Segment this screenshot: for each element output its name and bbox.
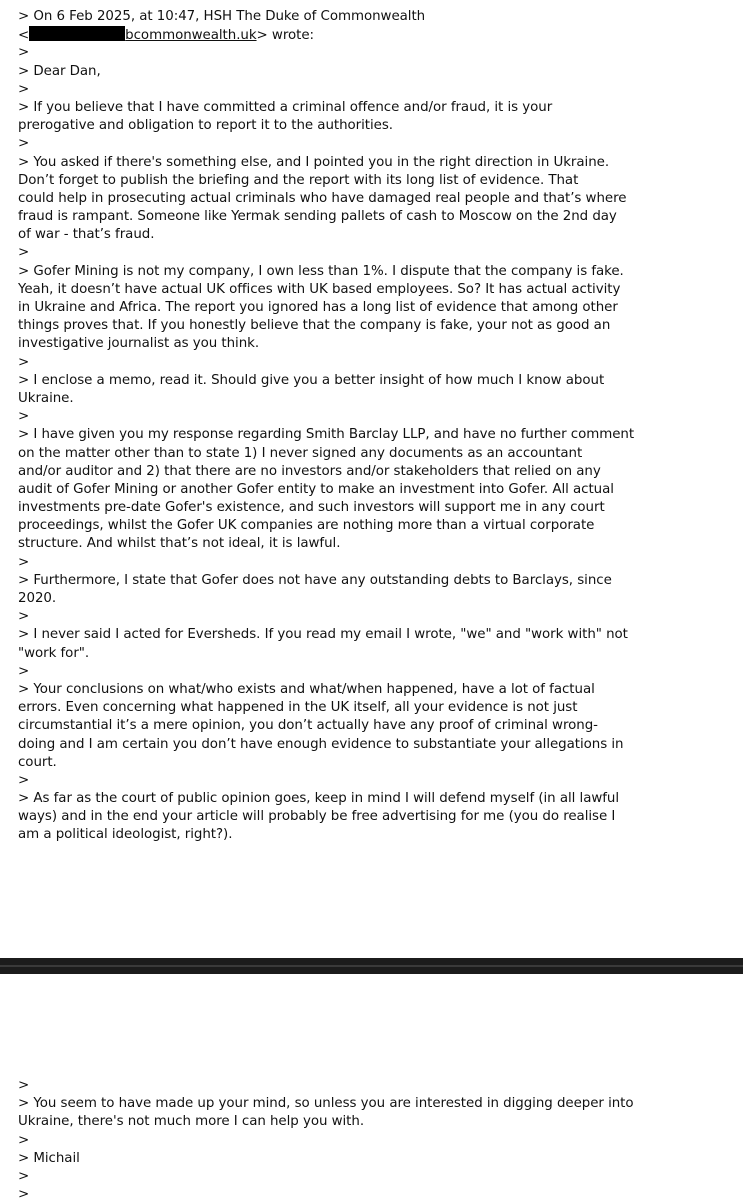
angle-bracket-open: < <box>18 28 30 44</box>
email-line: > <box>18 136 30 152</box>
email-line: > <box>18 1187 30 1203</box>
email-line: Ukraine. <box>18 390 74 406</box>
email-line: audit of Gofer Mining or another Gofer entity to make an investment into Gofer. All actual <box>18 481 614 497</box>
email-line: > <box>18 1078 30 1093</box>
email-line: 2020. <box>18 591 57 606</box>
email-line: > <box>18 45 30 61</box>
email-line: > Your conclusions on what/who exists and what/when happened, have a lot of factual <box>18 681 595 697</box>
email-line: in Ukraine and Africa. The report you ignored has a long list of evidence that among other <box>18 300 618 315</box>
email-line: things proves that. If you honestly believe that the company is fake, your not as good an <box>18 318 611 334</box>
email-line: Ukraine, there's not much more I can help you with. <box>18 1114 365 1130</box>
email-line: > <box>18 409 30 425</box>
email-quote-part-1 <box>18 8 738 845</box>
email-line: proceedings, whilst the Gofer UK companies are nothing more than a virtual corporate <box>18 518 595 534</box>
email-line: could help in prosecuting actual criminals who have damaged real people and that’s where <box>18 190 627 206</box>
email-line: > As far as the court of public opinion goes, keep in mind I will defend myself (in all lawful <box>18 791 620 807</box>
email-line: investigative journalist as you think. <box>18 336 260 352</box>
email-line: > <box>18 245 30 261</box>
email-header-line: > On 6 Feb 2025, at 10:47, HSH The Duke of Commonwealth <box>18 9 426 24</box>
email-line: circumstantial it’s a mere opinion, you don’t actually have any proof of criminal wrong- <box>18 718 598 734</box>
redacted-block <box>29 26 125 41</box>
email-line: > <box>18 554 30 570</box>
email-line: > Michail <box>18 1150 80 1166</box>
email-line: > <box>18 1168 30 1184</box>
email-line: errors. Even concerning what happened in the UK itself, all your evidence is not just <box>18 700 578 716</box>
email-line: > <box>18 772 30 788</box>
email-line: > <box>18 609 30 625</box>
email-closing-lines <box>18 1077 738 1204</box>
screenshot-divider <box>0 958 743 974</box>
email-line: > <box>18 663 30 679</box>
email-line: > I never said I acted for Eversheds. If you read my email I wrote, "we" and "work with" not <box>18 627 628 643</box>
email-line: investments pre-date Gofer's existence, and such investors will support me in any court <box>18 500 605 516</box>
email-line: > Furthermore, I state that Gofer does not have any outstanding debts to Barclays, since <box>18 572 612 588</box>
email-header-sender-line <box>18 26 738 44</box>
email-line: ways) and in the end your article will probably be free advertising for me (you do realise I <box>18 809 616 825</box>
email-line: > <box>18 354 30 370</box>
wrote-suffix: > wrote: <box>256 28 314 44</box>
email-line: structure. And whilst that’s not ideal, it is lawful. <box>18 536 341 552</box>
email-line: and/or auditor and 2) that there are no investors and/or stakeholders that relied on any <box>18 463 601 479</box>
email-line: fraud is rampant. Someone like Yermak sending pallets of cash to Moscow on the 2nd day <box>18 209 617 225</box>
email-line: > I have given you my response regarding Smith Barclay LLP, and have no further comment <box>18 427 635 443</box>
email-line: > I enclose a memo, read it. Should give you a better insight of how much I know about <box>18 372 605 388</box>
email-body-lines <box>18 44 738 844</box>
email-line: court. <box>18 754 57 770</box>
email-line: > Dear Dan, <box>18 63 101 79</box>
email-line: of war - that’s fraud. <box>18 227 155 243</box>
email-line: > You asked if there's something else, and I pointed you in the right direction in Ukraine. <box>18 154 610 170</box>
email-line: > You seem to have made up your mind, so unless you are interested in digging deeper into <box>18 1096 634 1112</box>
email-line: > If you believe that I have committed a criminal offence and/or fraud, it is your <box>18 99 553 115</box>
email-line: > <box>18 1132 30 1148</box>
email-line: "work for". <box>18 645 90 661</box>
email-line: doing and I am certain you don’t have enough evidence to substantiate your allegations in <box>18 736 624 752</box>
email-line: prerogative and obligation to report it to the authorities. <box>18 118 393 134</box>
email-quote-part-2 <box>18 1077 738 1204</box>
email-line: > <box>18 81 30 97</box>
email-line: on the matter other than to state 1) I never signed any documents as an accountant <box>18 445 583 461</box>
email-line: Don’t forget to publish the briefing and the report with its long list of evidence. That <box>18 172 579 188</box>
sender-email-link[interactable]: bcommonwealth.uk <box>125 28 257 44</box>
email-line: Yeah, it doesn’t have actual UK offices with UK based employees. So? It has actual activity <box>18 281 621 297</box>
email-line: > Gofer Mining is not my company, I own less than 1%. I dispute that the company is fake. <box>18 263 624 279</box>
email-line: am a political ideologist, right?). <box>18 827 233 843</box>
